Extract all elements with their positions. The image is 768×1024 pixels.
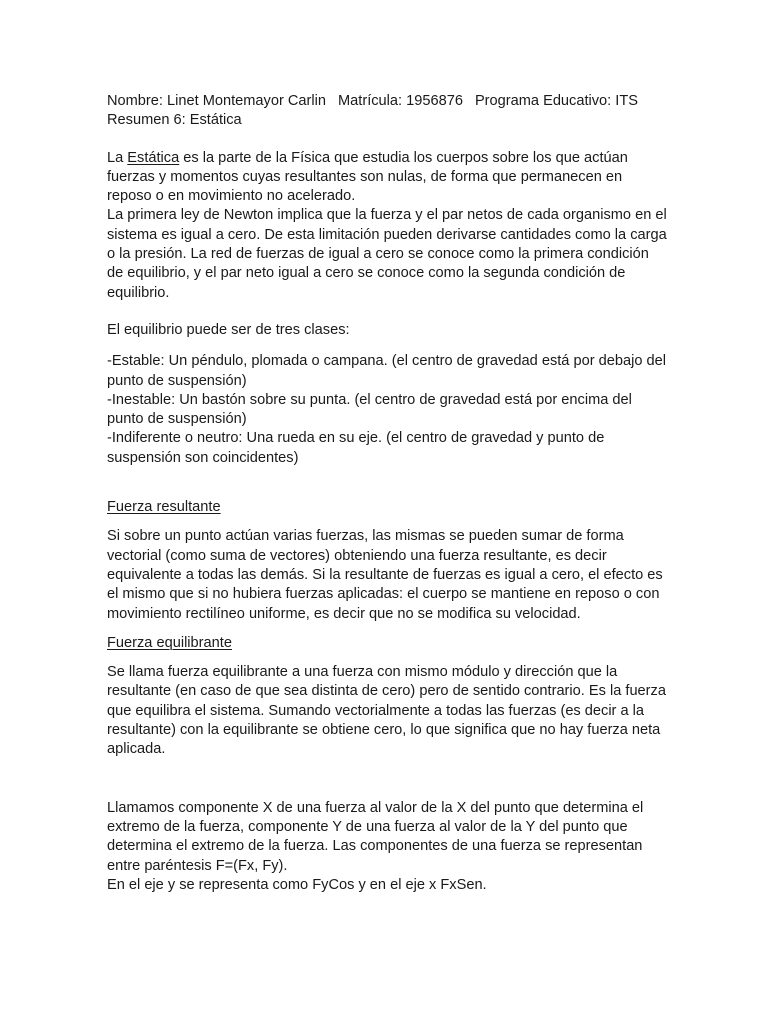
componentes-paragraph: Llamamos componente X de una fuerza al valor de la X del punto que determina el extremo de la fuerza, componente Y de una fuerza al valor de la Y del punto que determina el extremo de la fuerza. Las componentes de una fuerza se representan entre paréntesis F=(Fx, Fy). [107,799,644,874]
intro-body: es la parte de la Física que estudia los cuerpos sobre los que actúan fuerzas y momentos cuyas resultantes son nulas, de forma que permanecen en reposo o en movimiento no acelerado. [107,149,628,205]
heading-fuerza-resultante: Fuerza resultante [107,499,221,516]
equilibrio-intro: El equilibrio puede ser de tres clases: [107,321,350,338]
estatica-term: Estática [127,149,180,166]
student-matricula: Matrícula: 1956876 [338,93,463,109]
equilibrio-type-inestable: -Inestable: Un bastón sobre su punta. (el centro de gravedad está por encima del punto de suspensión) [107,391,632,428]
document-page [107,92,667,895]
header-info-line [107,92,667,111]
student-name: Nombre: Linet Montemayor Carlin [107,93,326,109]
equilibrio-type-indiferente: -Indiferente o neutro: Una rueda en su eje. (el centro de gravedad y punto de suspensión son coincidentes) [107,430,605,466]
resultante-paragraph: Si sobre un punto actúan varias fuerzas, las mismas se pueden sumar de forma vectorial (como suma de vectores) obteniendo una fuerza resultante, es decir equivalente a todas las demás. Si la resultante de fuerzas es igual a cero, el efecto es el mismo que si no hubiera fuerzas aplicadas: el cuerpo se mantiene en reposo o con movimiento rectilíneo uniforme, es decir que no se modifica su velocidad. [107,528,663,622]
document-title: Resumen 6: Estática [107,112,242,129]
heading-fuerza-equilibrante: Fuerza equilibrante [107,634,232,651]
equilibrante-paragraph: Se llama fuerza equilibrante a una fuerza con mismo módulo y dirección que la resultante (en caso de que sea distinta de cero) pero de sentido contrario. Es la fuerza que equilibra el sistema. Sumando vectorialmente a todas las fuerzas (es decir a la resultante) con la equilibrante se obtiene cero, lo que significa que no hay fuerza neta aplicada. [107,664,666,758]
intro-paragraph [107,149,667,207]
student-programa: Programa Educativo: ITS [474,93,638,109]
equilibrio-type-estable: -Estable: Un péndulo, plomada o campana. (el centro de gravedad está por debajo del punto de suspensión) [107,353,666,389]
newton-paragraph: La primera ley de Newton implica que la fuerza y el par netos de cada organismo en el sistema es igual a cero. De esta limitación pueden derivarse cantidades como la carga o la presión. La red de fuerzas de igual a cero se conoce como la primera condición de equilibrio, y el par neto igual a cero se conoce como la segunda condición de equilibrio. [107,207,667,301]
intro-prefix: La [107,149,128,166]
ejes-paragraph: En el eje y se representa como FyCos y en el eje x FxSen. [107,876,487,893]
